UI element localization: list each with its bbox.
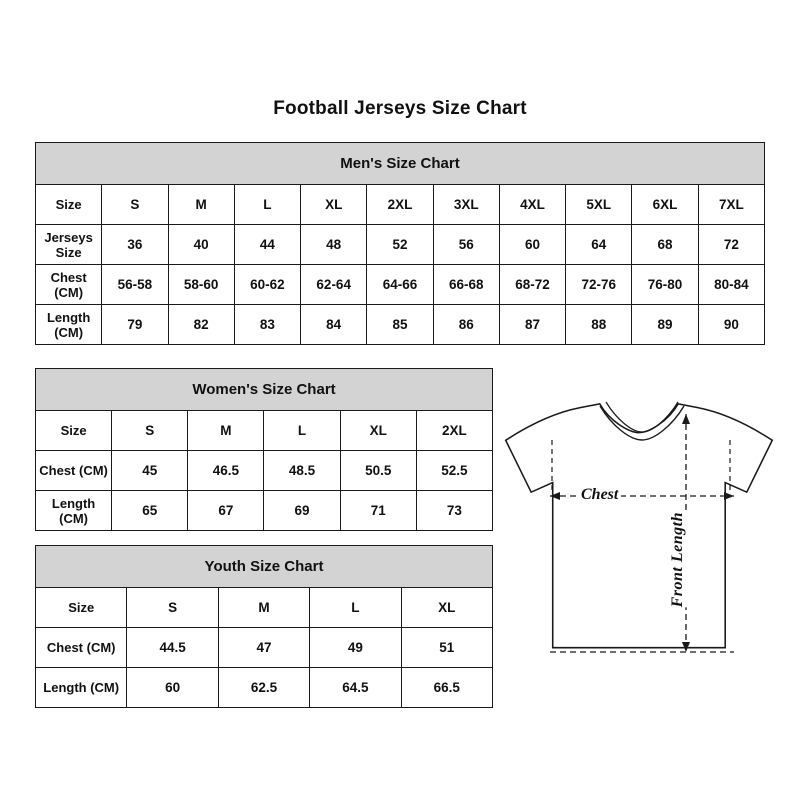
cell: 66-68 [433, 265, 499, 305]
womens-section-title: Women's Size Chart [36, 369, 493, 411]
cell: 2XL [416, 411, 492, 451]
cell: 2XL [367, 185, 433, 225]
chest-measure-label: Chest [578, 486, 621, 504]
cell: 40 [168, 225, 234, 265]
cell: L [264, 411, 340, 451]
cell: 44 [234, 225, 300, 265]
t-shirt-measurement-diagram [500, 400, 785, 700]
cell: 69 [264, 491, 340, 531]
cell: 46.5 [188, 451, 264, 491]
row-label-length: Length (CM) [36, 491, 112, 531]
youth-section-title: Youth Size Chart [36, 546, 493, 588]
cell: 64 [566, 225, 632, 265]
cell: S [102, 185, 168, 225]
table-row [36, 491, 493, 531]
cell: XL [340, 411, 416, 451]
t-shirt-outline-icon [500, 400, 785, 700]
mens-size-table [35, 142, 765, 345]
cell: 66.5 [401, 668, 492, 708]
cell: 76-80 [632, 265, 698, 305]
cell: 87 [499, 305, 565, 345]
table-row [36, 225, 765, 265]
front-length-arrow-top [682, 414, 690, 424]
cell: 5XL [566, 185, 632, 225]
table-row [36, 588, 493, 628]
page-title: Football Jerseys Size Chart [273, 98, 527, 119]
row-label-chest: Chest (CM) [36, 628, 127, 668]
cell: 64.5 [310, 668, 401, 708]
table-row [36, 628, 493, 668]
cell: 4XL [499, 185, 565, 225]
row-label-size: Size [36, 411, 112, 451]
table-row [36, 451, 493, 491]
cell: 84 [301, 305, 367, 345]
cell: M [218, 588, 309, 628]
cell: 62.5 [218, 668, 309, 708]
row-label-size: Size [36, 588, 127, 628]
cell: 72 [698, 225, 764, 265]
cell: 88 [566, 305, 632, 345]
table-section-header-row [36, 143, 765, 185]
cell: 60 [499, 225, 565, 265]
cell: 89 [632, 305, 698, 345]
cell: L [310, 588, 401, 628]
cell: 3XL [433, 185, 499, 225]
cell: 45 [112, 451, 188, 491]
cell: 50.5 [340, 451, 416, 491]
row-label-chest: Chest (CM) [36, 451, 112, 491]
cell: 56-58 [102, 265, 168, 305]
cell: 52.5 [416, 451, 492, 491]
cell: 47 [218, 628, 309, 668]
chest-arrow-right [724, 492, 734, 500]
cell: 79 [102, 305, 168, 345]
cell: 62-64 [301, 265, 367, 305]
cell: 60 [127, 668, 218, 708]
cell: 86 [433, 305, 499, 345]
cell: S [112, 411, 188, 451]
table-row [36, 668, 493, 708]
cell: 72-76 [566, 265, 632, 305]
cell: 58-60 [168, 265, 234, 305]
cell: 48 [301, 225, 367, 265]
chest-arrow-left [550, 492, 560, 500]
mens-section-title: Men's Size Chart [36, 143, 765, 185]
front-length-measure-label: Front Length [666, 512, 690, 607]
table-row [36, 185, 765, 225]
row-label-length: Length (CM) [36, 668, 127, 708]
cell: L [234, 185, 300, 225]
cell: 52 [367, 225, 433, 265]
cell: 48.5 [264, 451, 340, 491]
womens-size-table [35, 368, 493, 531]
cell: 90 [698, 305, 764, 345]
cell: 60-62 [234, 265, 300, 305]
cell: 44.5 [127, 628, 218, 668]
cell: 65 [112, 491, 188, 531]
table-row [36, 305, 765, 345]
cell: 56 [433, 225, 499, 265]
cell: 73 [416, 491, 492, 531]
table-section-header-row [36, 369, 493, 411]
cell: XL [301, 185, 367, 225]
cell: 64-66 [367, 265, 433, 305]
cell: 68-72 [499, 265, 565, 305]
row-label-length: Length (CM) [36, 305, 102, 345]
table-row [36, 411, 493, 451]
table-row [36, 265, 765, 305]
cell: 85 [367, 305, 433, 345]
row-label-jerseys-size: Jerseys Size [36, 225, 102, 265]
cell: 83 [234, 305, 300, 345]
cell: 49 [310, 628, 401, 668]
table-section-header-row [36, 546, 493, 588]
cell: 51 [401, 628, 492, 668]
cell: 82 [168, 305, 234, 345]
cell: M [188, 411, 264, 451]
cell: M [168, 185, 234, 225]
youth-size-table [35, 545, 493, 708]
row-label-chest: Chest (CM) [36, 265, 102, 305]
cell: 80-84 [698, 265, 764, 305]
cell: XL [401, 588, 492, 628]
cell: 67 [188, 491, 264, 531]
cell: S [127, 588, 218, 628]
cell: 7XL [698, 185, 764, 225]
cell: 68 [632, 225, 698, 265]
cell: 6XL [632, 185, 698, 225]
cell: 71 [340, 491, 416, 531]
cell: 36 [102, 225, 168, 265]
row-label-size: Size [36, 185, 102, 225]
